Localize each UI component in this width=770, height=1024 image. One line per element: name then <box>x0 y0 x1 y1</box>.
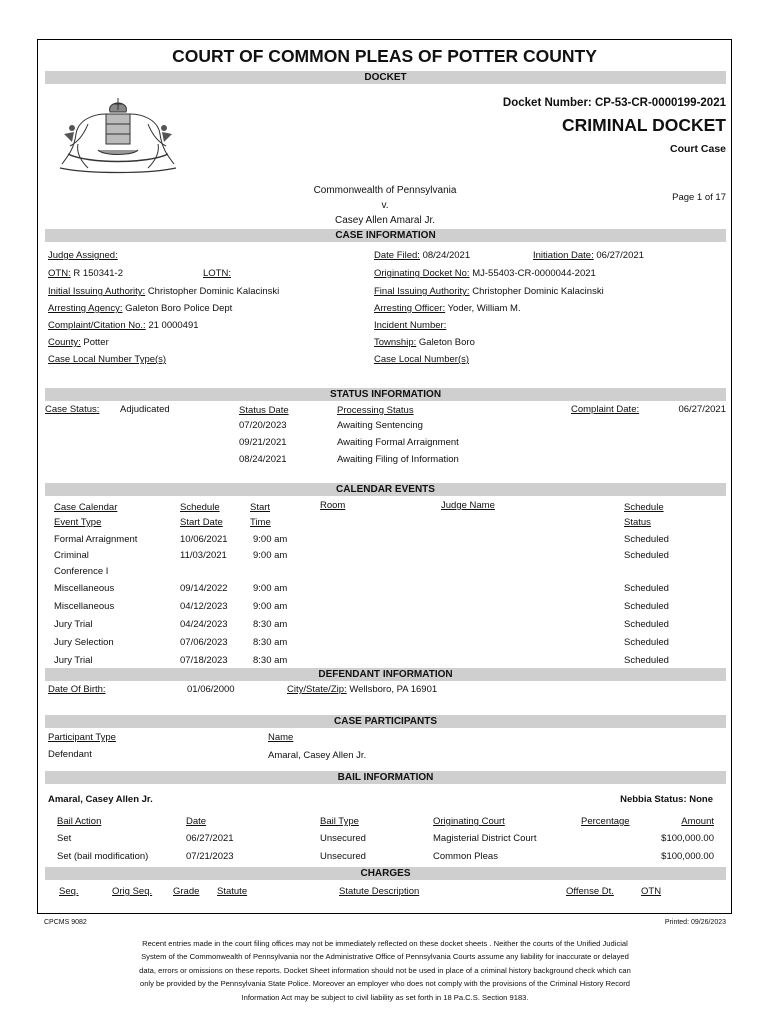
docket-type: CRIMINAL DOCKET <box>562 115 726 135</box>
bail-cell-action: Set <box>57 833 72 844</box>
calendar-header-time-line2: Time <box>250 517 271 528</box>
participant-type: Defendant <box>48 749 92 760</box>
calendar-header-time <box>250 500 271 530</box>
docket-bar: DOCKET <box>45 71 726 84</box>
calendar-cell-time: 8:30 am <box>253 619 288 630</box>
calendar-cell-time: 9:00 am <box>253 601 288 612</box>
calendar-cell-event: Formal Arraignment <box>54 534 138 545</box>
calendar-cell-status: Scheduled <box>624 637 669 648</box>
calendar-header-time-line1: Start <box>250 502 271 513</box>
bail-information-bar: BAIL INFORMATION <box>45 771 726 784</box>
complaint-citation-value: 21 0000491 <box>148 320 199 331</box>
defendant-information-bar: DEFENDANT INFORMATION <box>45 668 726 681</box>
judge-assigned-label: Judge Assigned: <box>48 250 118 261</box>
status-row-status: Awaiting Formal Arraignment <box>337 437 459 448</box>
calendar-cell-date: 09/14/2022 <box>180 583 228 594</box>
city-state-zip-value: Wellsboro, PA 16901 <box>349 684 438 695</box>
calendar-header-event-line1: Case Calendar <box>54 502 118 513</box>
calendar-cell-status: Scheduled <box>624 550 669 561</box>
status-row-status: Awaiting Sentencing <box>337 420 423 431</box>
status-row-date: 09/21/2021 <box>239 437 287 448</box>
calendar-cell-time: 9:00 am <box>253 583 288 594</box>
bail-person: Amaral, Casey Allen Jr. <box>48 794 153 805</box>
county <box>48 337 109 348</box>
nebbia-status: Nebbia Status: None <box>620 794 713 805</box>
case-caption <box>275 183 495 228</box>
final-issuing-label: Final Issuing Authority: <box>374 286 470 297</box>
calendar-header-date <box>180 500 223 530</box>
bail-header-type: Bail Type <box>320 816 359 827</box>
disclaimer-line: data, errors or omissions on these reports. Docket Sheet information should not be used in place of a criminal history background check which can <box>139 965 631 975</box>
charges-header-grade: Grade <box>173 886 200 897</box>
bail-cell-date: 06/27/2021 <box>186 833 234 844</box>
bail-cell-amount: $100,000.00 <box>661 833 714 844</box>
complaint-date-value: 06/27/2021 <box>678 404 726 415</box>
otn-label: OTN: <box>48 268 71 279</box>
court-case-label: Court Case <box>669 143 726 155</box>
otn-value: R 150341-2 <box>73 268 123 279</box>
arresting-officer-label: Arresting Officer: <box>374 303 446 314</box>
case-status <box>45 404 99 415</box>
bail-cell-date: 07/21/2023 <box>186 851 234 862</box>
case-local-number-type-label: Case Local Number Type(s) <box>48 354 167 365</box>
disclaimer-line: Recent entries made in the court filing offices may not be immediately reflected on these docket sheets . Neither the courts of the Unified Judicial <box>142 939 628 948</box>
pennsylvania-coat-of-arms-icon <box>48 94 188 176</box>
bail-cell-amount: $100,000.00 <box>661 851 714 862</box>
date-filed <box>374 250 470 261</box>
participant-type-label: Participant Type <box>48 732 116 743</box>
calendar-cell-event: Jury Selection <box>54 637 114 648</box>
calendar-cell-event: Jury Trial <box>54 655 93 666</box>
calendar-cell-event: Criminal <box>54 550 89 561</box>
calendar-cell-time: 8:30 am <box>253 637 288 648</box>
incident-number-label: Incident Number: <box>374 320 447 331</box>
calendar-header-event <box>54 500 117 530</box>
status-row <box>239 454 287 465</box>
originating-docket-label: Originating Docket No: <box>374 268 470 279</box>
initial-issuing-value: Christopher Dominic Kalacinski <box>147 286 280 297</box>
calendar-cell-status: Scheduled <box>624 601 669 612</box>
initiation-date <box>533 250 644 261</box>
calendar-cell-date: 04/24/2023 <box>180 619 228 630</box>
complaint-citation-label: Complaint/Citation No.: <box>48 320 146 331</box>
initiation-date-value: 06/27/2021 <box>596 250 644 261</box>
calendar-events-bar: CALENDAR EVENTS <box>45 483 726 496</box>
initial-issuing-label: Initial Issuing Authority: <box>48 286 146 297</box>
arresting-agency-label: Arresting Agency: <box>48 303 123 314</box>
calendar-cell-event: Miscellaneous <box>54 583 115 594</box>
calendar-cell-time: 9:00 am <box>253 550 288 561</box>
calendar-cell-status: Scheduled <box>624 583 669 594</box>
charges-header-seq: Seq. <box>59 886 79 897</box>
date-filed-label: Date Filed: <box>374 250 420 261</box>
county-value: Potter <box>83 337 109 348</box>
status-row <box>239 420 287 431</box>
calendar-header-event-line2: Event Type <box>54 517 102 528</box>
processing-status-label: Processing Status <box>337 405 414 416</box>
disclaimer-line: only be provided by the Pennsylvania State Police. Moreover an employer who does not comply with the provisions of the Criminal History Record <box>139 979 631 989</box>
arresting-officer <box>374 303 521 314</box>
bail-header-action: Bail Action <box>57 816 102 827</box>
complaint-citation <box>48 320 199 331</box>
calendar-cell-date: 11/03/2021 <box>180 550 227 561</box>
calendar-cell-date: 10/06/2021 <box>180 534 228 545</box>
bail-cell-court: Magisterial District Court <box>433 833 537 844</box>
calendar-cell-event-line2: Conference I <box>54 566 109 577</box>
bail-cell-type: Unsecured <box>320 851 366 862</box>
city-state-zip <box>287 684 437 695</box>
status-row <box>239 437 287 448</box>
disclaimer-line: Information Act may be subject to civil liability as set forth in 18 Pa.C.S. Section 9183. <box>241 992 529 1002</box>
charges-header-description: Statute Description <box>339 886 420 897</box>
calendar-header-judge: Judge Name <box>441 500 495 511</box>
calendar-cell-date: 07/06/2023 <box>180 637 228 648</box>
calendar-cell-time: 8:30 am <box>253 655 288 666</box>
bail-header-court: Originating Court <box>433 816 505 827</box>
bail-header-percentage: Percentage <box>581 816 630 827</box>
final-issuing-value: Christopher Dominic Kalacinski <box>472 286 604 297</box>
date-filed-value: 08/24/2021 <box>422 250 471 261</box>
initial-issuing-authority <box>48 286 279 297</box>
charges-header-otn: OTN <box>641 886 662 897</box>
lotn-label: LOTN: <box>203 268 231 279</box>
charges-header-orig-seq: Orig Seq. <box>112 886 153 897</box>
charges-header-offense-date: Offense Dt. <box>566 886 614 897</box>
originating-docket <box>374 268 596 279</box>
court-title: COURT OF COMMON PLEAS OF POTTER COUNTY <box>172 46 597 66</box>
bail-header-amount: Amount <box>681 816 714 827</box>
charges-header-statute: Statute <box>217 886 248 897</box>
calendar-header-status <box>624 500 664 530</box>
bail-cell-action: Set (bail modification) <box>57 851 149 862</box>
caption-defendant: Casey Allen Amaral Jr. <box>334 215 436 226</box>
calendar-header-date-line1: Schedule <box>180 502 220 513</box>
case-status-label: Case Status: <box>45 404 100 415</box>
county-label: County: <box>48 337 81 348</box>
calendar-cell-event: Jury Trial <box>54 619 93 630</box>
calendar-cell-status: Scheduled <box>624 619 669 630</box>
case-participants-bar: CASE PARTICIPANTS <box>45 715 726 728</box>
case-status-value: Adjudicated <box>120 404 170 415</box>
calendar-cell-event: Miscellaneous <box>54 601 115 612</box>
township <box>374 337 475 348</box>
participant-name-label: Name <box>268 732 294 743</box>
status-date-label: Status Date <box>239 405 289 416</box>
initiation-date-label: Initiation Date: <box>533 250 594 261</box>
calendar-cell-date: 07/18/2023 <box>180 655 228 666</box>
complaint-date-label: Complaint Date: <box>571 404 640 415</box>
city-state-zip-label: City/State/Zip: <box>287 684 347 695</box>
status-row-date: 07/20/2023 <box>239 420 287 431</box>
status-information-bar: STATUS INFORMATION <box>45 388 726 401</box>
calendar-header-date-line2: Start Date <box>180 517 223 528</box>
bail-cell-type: Unsecured <box>320 833 366 844</box>
arresting-agency <box>48 303 232 314</box>
form-number: CPCMS 9082 <box>44 919 87 926</box>
calendar-cell-status: Scheduled <box>624 655 669 666</box>
originating-docket-value: MJ-55403-CR-0000044-2021 <box>472 268 596 279</box>
docket-number: Docket Number: CP-53-CR-0000199-2021 <box>502 97 726 109</box>
calendar-cell-status: Scheduled <box>624 534 669 545</box>
case-local-numbers-label: Case Local Number(s) <box>374 354 470 365</box>
arresting-agency-value: Galeton Boro Police Dept <box>125 303 233 314</box>
otn <box>48 268 123 279</box>
printed-date: Printed: 09/26/2023 <box>664 919 726 926</box>
bail-header-date: Date <box>186 816 207 827</box>
status-row-status: Awaiting Filing of Information <box>337 454 459 465</box>
participant-name: Amaral, Casey Allen Jr. <box>268 750 367 761</box>
township-label: Township: <box>374 337 417 348</box>
calendar-header-status-line2: Status <box>624 517 651 528</box>
status-row-date: 08/24/2021 <box>239 454 287 465</box>
bail-cell-court: Common Pleas <box>433 851 498 862</box>
calendar-header-room: Room <box>320 500 346 511</box>
dob-value: 01/06/2000 <box>187 684 235 695</box>
calendar-header-status-line1: Schedule <box>624 502 664 513</box>
caption-plaintiff: Commonwealth of Pennsylvania <box>313 185 457 196</box>
dob-label: Date Of Birth: <box>48 684 106 695</box>
final-issuing-authority <box>374 286 604 297</box>
calendar-cell-date: 04/12/2023 <box>180 601 228 612</box>
charges-bar: CHARGES <box>45 867 726 880</box>
caption-versus: v. <box>381 200 389 211</box>
arresting-officer-value: Yoder, William M. <box>447 303 521 314</box>
calendar-cell-time: 9:00 am <box>253 534 288 545</box>
township-value: Galeton Boro <box>418 337 475 348</box>
disclaimer-line: System of the Commonwealth of Pennsylvania nor the Administrative Office of Pennsylvania Courts assume any liability for inaccurate or delayed <box>141 952 629 962</box>
disclaimer <box>80 937 690 1004</box>
case-information-bar: CASE INFORMATION <box>45 229 726 242</box>
page-number: Page 1 of 17 <box>672 192 726 203</box>
